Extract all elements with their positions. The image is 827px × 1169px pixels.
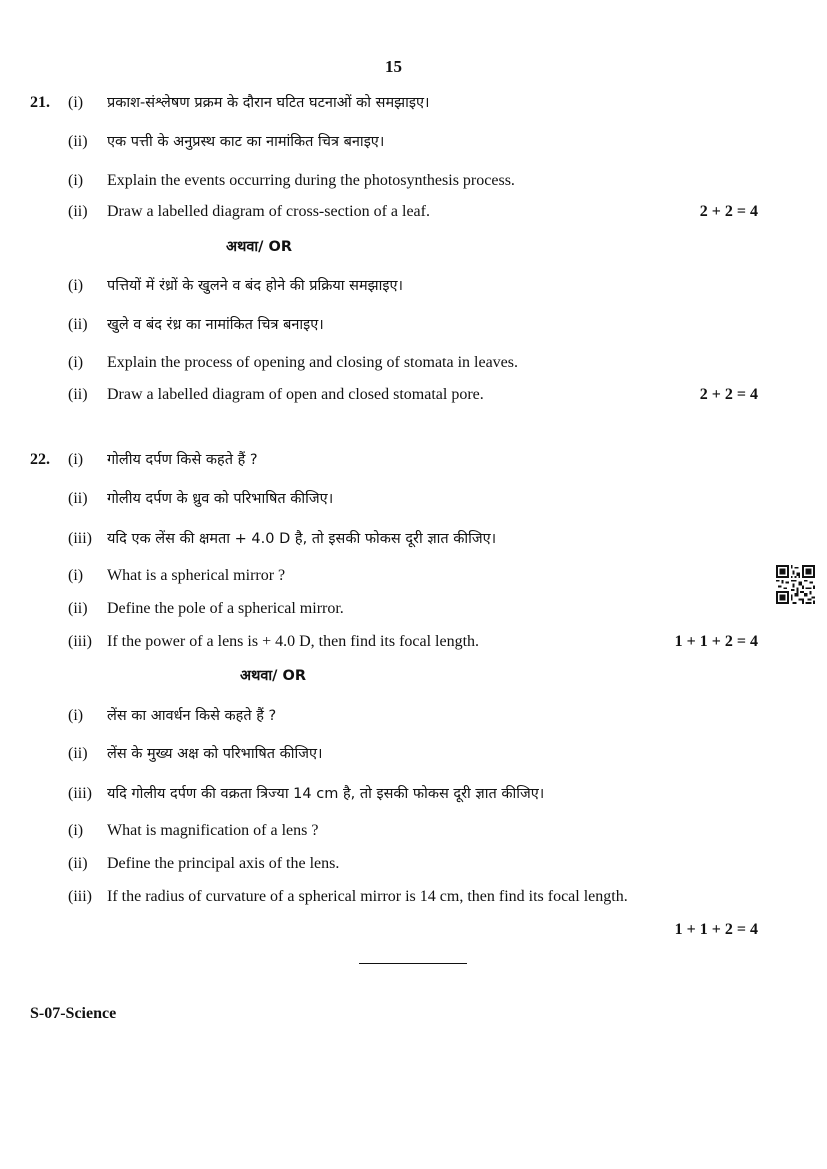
q22-hindi-i-text: गोलीय दर्पण किसे कहते हैं ? bbox=[107, 452, 258, 468]
question-22-number: 22. bbox=[30, 451, 50, 468]
footer-subject-code: S-07-Science bbox=[30, 1005, 117, 1022]
q22-alt-en-ii-text: Define the principal axis of the lens. bbox=[107, 855, 340, 872]
q22-alt-hindi-i-label: (i) bbox=[68, 707, 84, 724]
q21-en-i-label: (i) bbox=[68, 172, 84, 189]
q21-alt-hindi-ii-text: खुले व बंद रंध्र का नामांकित चित्र बनाइए। bbox=[107, 317, 324, 333]
q21-hindi-ii-label: (ii) bbox=[68, 133, 88, 150]
q21-alt-en-ii-label: (ii) bbox=[68, 386, 88, 403]
q22-hindi-ii-label: (ii) bbox=[68, 490, 88, 507]
q22-en-ii-text: Define the pole of a spherical mirror. bbox=[107, 600, 344, 617]
q22-alt-hindi-iii-label: (iii) bbox=[68, 785, 92, 802]
q21-alt-en-ii-text: Draw a labelled diagram of open and closed stomatal pore. bbox=[107, 386, 484, 403]
q21-hindi-ii-text: एक पत्ती के अनुप्रस्थ काट का नामांकित चित्र बनाइए। bbox=[107, 134, 385, 150]
q21-alt-hindi-i-label: (i) bbox=[68, 277, 84, 294]
q22-en-iii-text: If the power of a lens is + 4.0 D, then find its focal length. bbox=[107, 633, 480, 650]
q21-alt-hindi-ii-label: (ii) bbox=[68, 316, 88, 333]
q22-alt-hindi-ii-label: (ii) bbox=[68, 745, 88, 762]
q22-alt-hindi-i-text: लेंस का आवर्धन किसे कहते हैं ? bbox=[107, 708, 277, 724]
qr-code bbox=[776, 565, 815, 604]
question-21-number: 21. bbox=[30, 94, 50, 111]
q21-hindi-i-label: (i) bbox=[68, 94, 84, 111]
q21-en-i-text: Explain the events occurring during the photosynthesis process. bbox=[107, 172, 515, 189]
end-rule bbox=[359, 963, 467, 964]
q22-alt-en-i-label: (i) bbox=[68, 822, 84, 839]
q21-alt-hindi-i-text: पत्तियों में रंध्रों के खुलने व बंद होने की प्रक्रिया समझाइए। bbox=[107, 278, 403, 294]
q21-marks: 2 + 2 = 4 bbox=[699, 203, 758, 220]
q22-en-iii-label: (iii) bbox=[68, 633, 92, 650]
q22-alt-en-iii-label: (iii) bbox=[68, 888, 92, 905]
q22-hindi-ii-text: गोलीय दर्पण के ध्रुव को परिभाषित कीजिए। bbox=[107, 491, 334, 507]
q22-marks: 1 + 1 + 2 = 4 bbox=[674, 633, 758, 650]
q22-alt-hindi-iii-text: यदि गोलीय दर्पण की वक्रता त्रिज्या 14 cm है, तो इसकी फोकस दूरी ज्ञात कीजिए। bbox=[107, 786, 545, 802]
q22-en-ii-label: (ii) bbox=[68, 600, 88, 617]
q21-en-ii-label: (ii) bbox=[68, 203, 88, 220]
q22-alt-hindi-ii-text: लेंस के मुख्य अक्ष को परिभाषित कीजिए। bbox=[107, 746, 323, 762]
q21-alt-marks: 2 + 2 = 4 bbox=[699, 386, 758, 403]
q22-alt-en-ii-label: (ii) bbox=[68, 855, 88, 872]
q21-alt-en-i-text: Explain the process of opening and closing of stomata in leaves. bbox=[107, 354, 519, 371]
q22-en-i-text: What is a spherical mirror ? bbox=[107, 567, 286, 584]
q22-alt-en-iii-text: If the radius of curvature of a spherical mirror is 14 cm, then find its focal length. bbox=[107, 888, 628, 905]
q22-or-label: अथवा/ OR bbox=[240, 668, 306, 684]
q22-alt-en-i-text: What is magnification of a lens ? bbox=[107, 822, 319, 839]
q22-hindi-iii-label: (iii) bbox=[68, 530, 92, 547]
q22-en-i-label: (i) bbox=[68, 567, 84, 584]
q21-en-ii-text: Draw a labelled diagram of cross-section of a leaf. bbox=[107, 203, 430, 220]
page-number: 15 bbox=[385, 57, 402, 76]
q22-hindi-iii-text: यदि एक लेंस की क्षमता + 4.0 D है, तो इसकी फोकस दूरी ज्ञात कीजिए। bbox=[107, 531, 497, 547]
q22-alt-marks: 1 + 1 + 2 = 4 bbox=[674, 921, 758, 938]
q22-hindi-i-label: (i) bbox=[68, 451, 84, 468]
q21-alt-en-i-label: (i) bbox=[68, 354, 84, 371]
q21-hindi-i-text: प्रकाश-संश्लेषण प्रक्रम के दौरान घटित घटनाओं को समझाइए। bbox=[107, 95, 430, 111]
q21-or-label: अथवा/ OR bbox=[226, 239, 292, 255]
